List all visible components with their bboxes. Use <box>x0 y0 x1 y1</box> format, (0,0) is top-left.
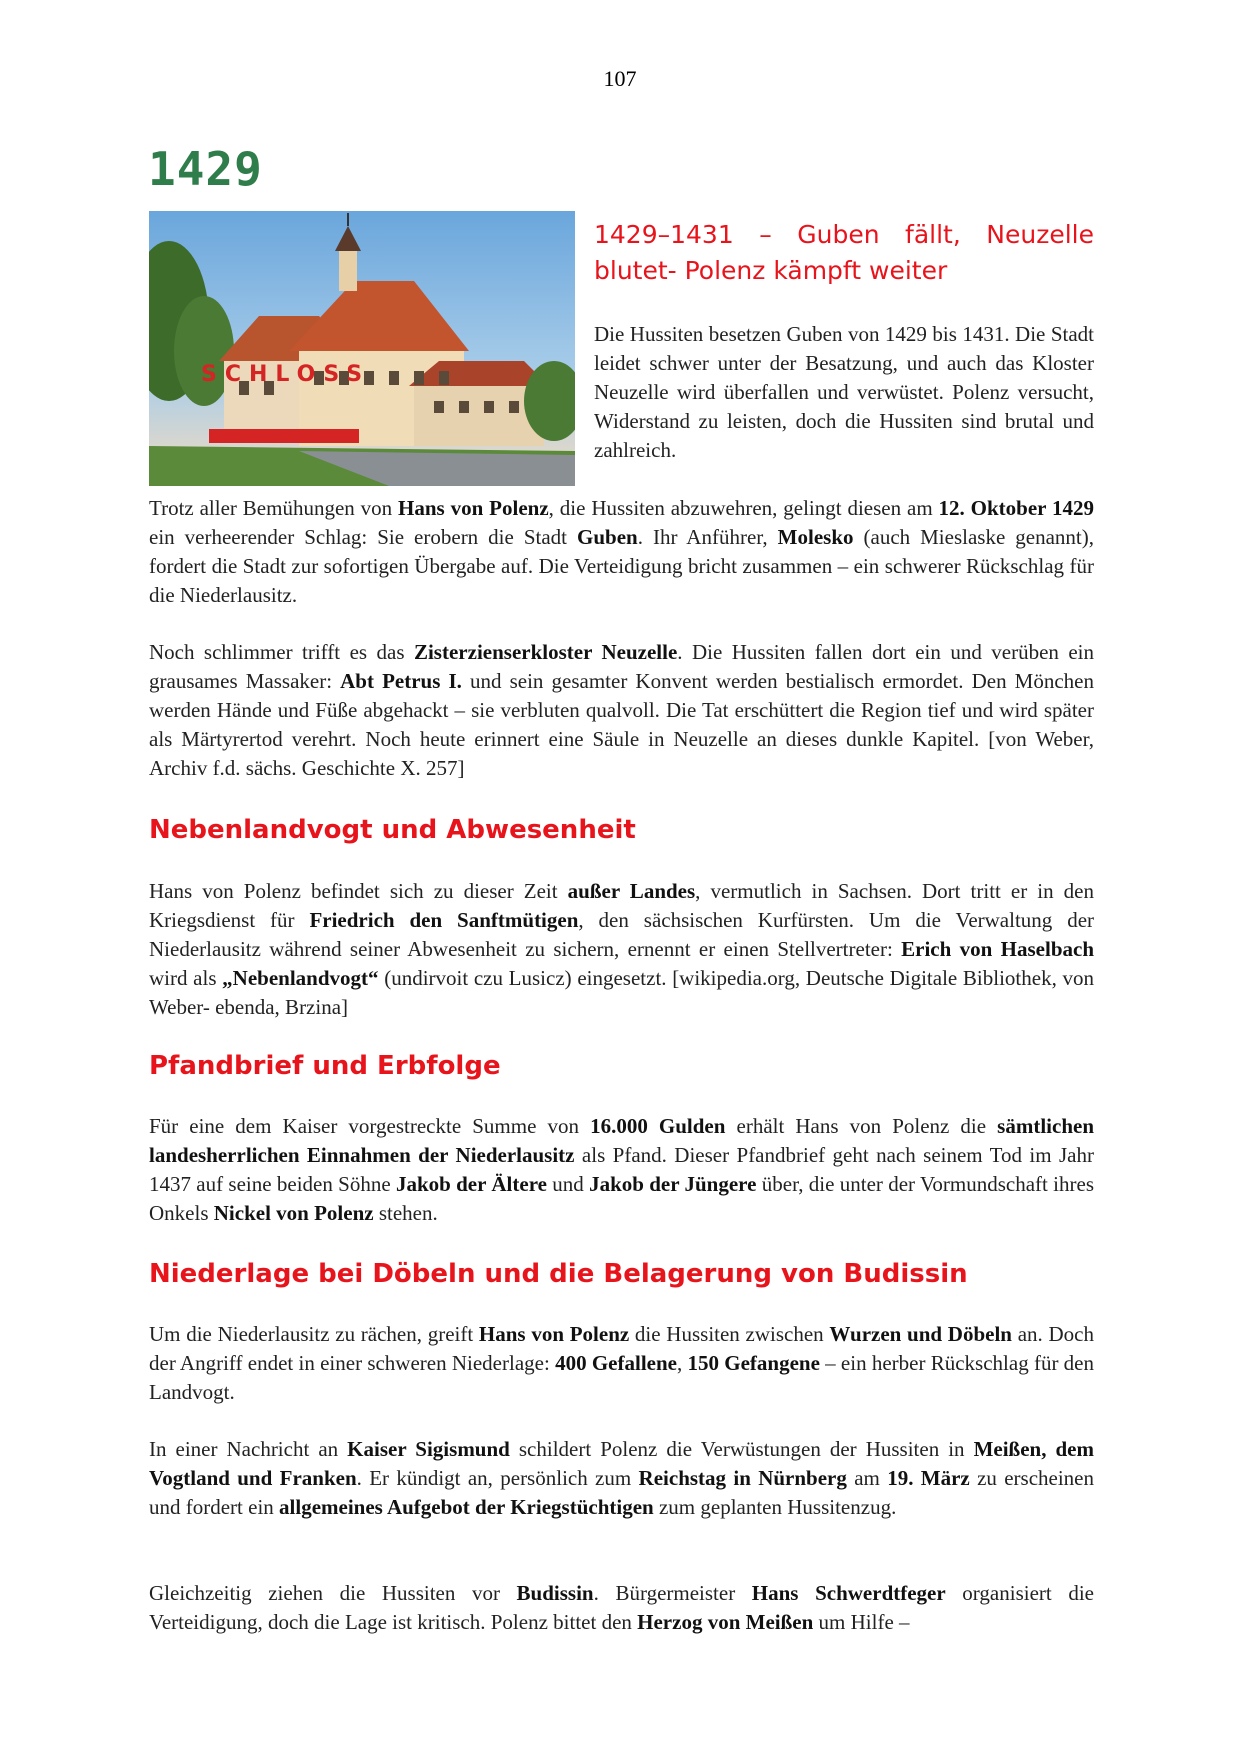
intro-paragraph: Die Hussiten besetzen Guben von 1429 bis 1431. Die Stadt leidet schwer unter der Besatzung, und auch das Kloster Neuzelle wird überfallen und verwüstet. Polenz versucht, Widerstand zu leisten, doch die Hussiten sind brutal und zahlreich. <box>594 322 1094 462</box>
castle-photo-illustration <box>149 211 575 486</box>
paragraph: Trotz aller Bemühungen von Hans von Polenz, die Hussiten abzuwehren, gelingt diesen am 12. Oktober 1429 ein verheerender Schlag: Sie erobern die Stadt Guben. Ihr Anführer, Molesko (auch Mieslaske genannt), fordert die Stadt zur sofortigen Übergabe auf. Die Verteidigung bricht zusammen – ein schwerer Rückschlag für die Niederlausitz. <box>149 496 1094 607</box>
section-heading: Pfandbrief und Erbfolge <box>149 1051 501 1081</box>
section-heading: Nebenlandvogt und Abwesenheit <box>149 815 636 845</box>
paragraph: Für eine dem Kaiser vorgestreckte Summe von 16.000 Gulden erhält Hans von Polenz die sämtlichen landesherrlichen Einnahmen der Niederlausitz als Pfand. Dieser Pfandbrief geht nach seinem Tod im Jahr 1437 auf seine beiden Söhne Jakob der Ältere und Jakob der Jüngere über, die unter der Vormundschaft ihres Onkels Nickel von Polenz stehen. <box>149 1114 1094 1225</box>
page-number: 107 <box>603 66 637 91</box>
section-heading: Niederlage bei Döbeln und die Belagerung von Budissin <box>149 1259 968 1289</box>
year-heading: 1429 <box>148 142 263 196</box>
paragraph: Noch schlimmer trifft es das Zisterzienserkloster Neuzelle. Die Hussiten fallen dort ein und verüben ein grausames Massaker: Abt Petrus I. und sein gesamter Konvent werden bestialisch ermordet. Den Mönchen werden Hände und Füße abgehackt – sie verbluten qualvoll. Die Tat erschüttert die Region tief und wird später als Märtyrertod verehrt. Noch heute erinnert eine Säule in Neuzelle an dieses dunkle Kapitel. [von Weber, Archiv f.d. sächs. Geschichte X. 257] <box>149 640 1095 780</box>
castle-sign-text: SCHLOSS <box>201 362 371 387</box>
article-title: 1429–1431 – Guben fällt, Neuzelle blutet- Polenz kämpft weiter <box>594 220 1094 285</box>
paragraph: In einer Nachricht an Kaiser Sigismund schildert Polenz die Verwüstungen der Hussiten in Meißen, dem Vogtland und Franken. Er kündigt an, persönlich zum Reichstag in Nürnberg am 19. März zu erscheinen und fordert ein allgemeines Aufgebot der Kriegstüchtigen zum geplanten Hussitenzug. <box>149 1437 1094 1519</box>
paragraph: Gleichzeitig ziehen die Hussiten vor Budissin. Bürgermeister Hans Schwerdtfeger organisiert die Verteidigung, doch die Lage ist kritisch. Polenz bittet den Herzog von Meißen um Hilfe – <box>149 1581 1094 1634</box>
castle-photo <box>149 211 575 486</box>
paragraph: Um die Niederlausitz zu rächen, greift Hans von Polenz die Hussiten zwischen Wurzen und Döbeln an. Doch der Angriff endet in einer schweren Niederlage: 400 Gefallene, 150 Gefangene – ein herber Rückschlag für den Landvogt. <box>149 1322 1095 1404</box>
paragraph: Hans von Polenz befindet sich zu dieser Zeit außer Landes, vermutlich in Sachsen. Dort tritt er in den Kriegsdienst für Friedrich den Sanftmütigen, den sächsischen Kurfürsten. Um die Verwaltung der Niederlausitz während seiner Abwesenheit zu sichern, ernennt er einen Stellvertreter: Erich von Haselbach wird als „Nebenlandvogt“ (undirvoit czu Lusicz) eingesetzt. [wikipedia.org, Deutsche Digitale Bibliothek, von Weber- ebenda, Brzina] <box>149 879 1095 1019</box>
